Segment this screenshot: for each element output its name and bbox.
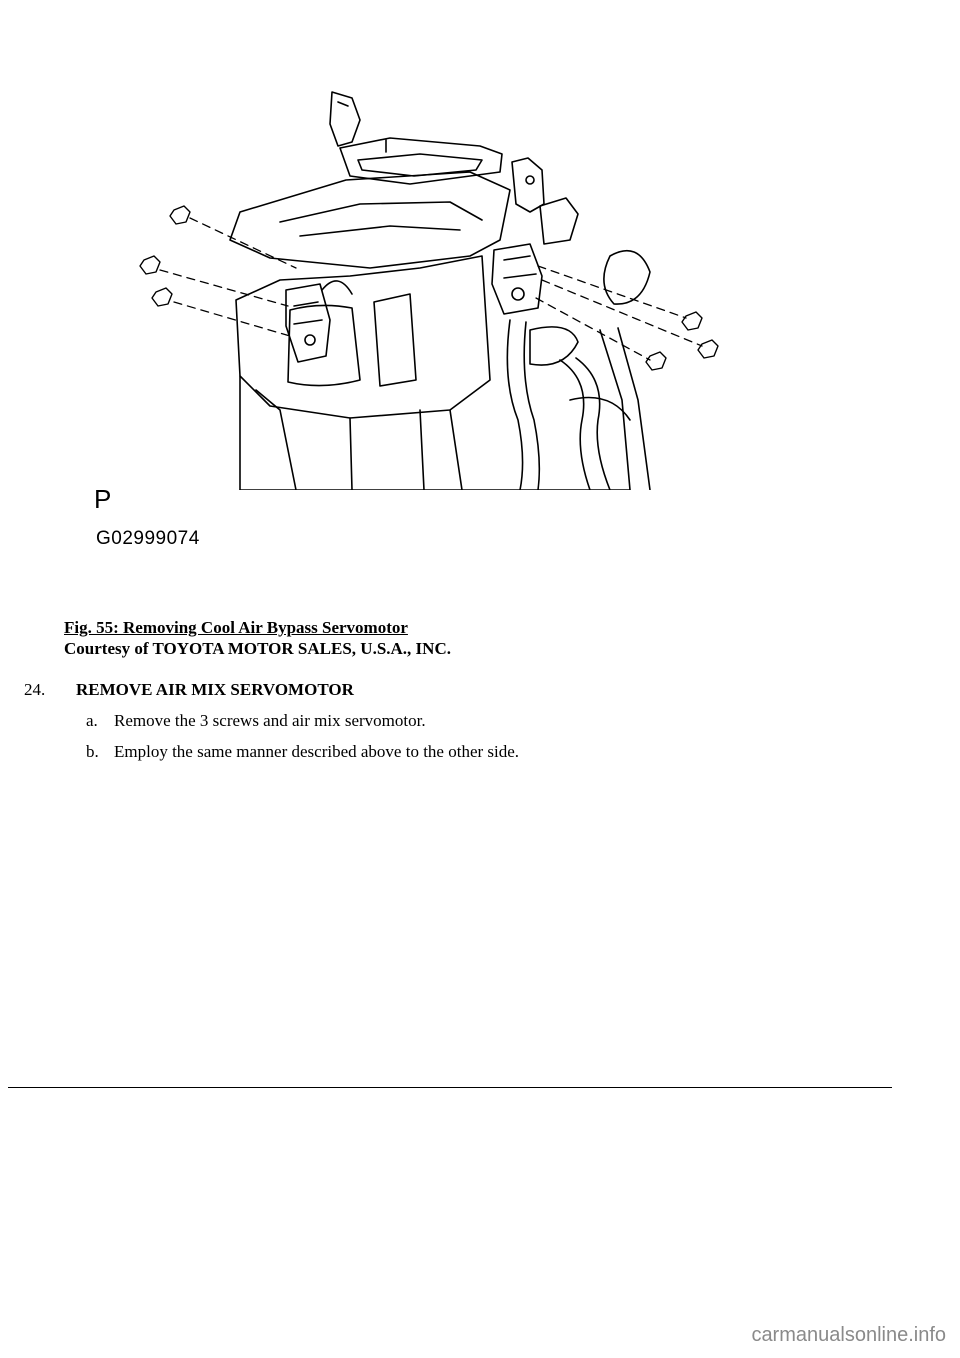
substep-a <box>86 711 426 731</box>
step-heading: REMOVE AIR MIX SERVOMOTOR <box>76 680 354 699</box>
step-number: 24. <box>24 680 46 699</box>
site-watermark: carmanualsonline.info <box>751 1324 946 1346</box>
figure-title: Fig. 55: Removing Cool Air Bypass Servomotor <box>64 618 408 637</box>
substep-letter: b. <box>86 742 99 761</box>
figure-courtesy: Courtesy of TOYOTA MOTOR SALES, U.S.A., INC. <box>64 639 451 658</box>
page-divider <box>8 1087 892 1088</box>
substep-b <box>86 742 519 762</box>
servomotor-removal-figure <box>90 80 750 560</box>
substep-letter: a. <box>86 711 98 730</box>
heater-unit-illustration <box>90 80 750 490</box>
substep-text: Employ the same manner described above to the other side. <box>114 742 520 761</box>
image-code: G02999074 <box>96 528 200 549</box>
procedure-step <box>24 680 354 700</box>
view-letter: P <box>94 484 112 514</box>
figure-caption <box>64 617 451 659</box>
substep-text: Remove the 3 screws and air mix servomotor. <box>114 711 426 730</box>
